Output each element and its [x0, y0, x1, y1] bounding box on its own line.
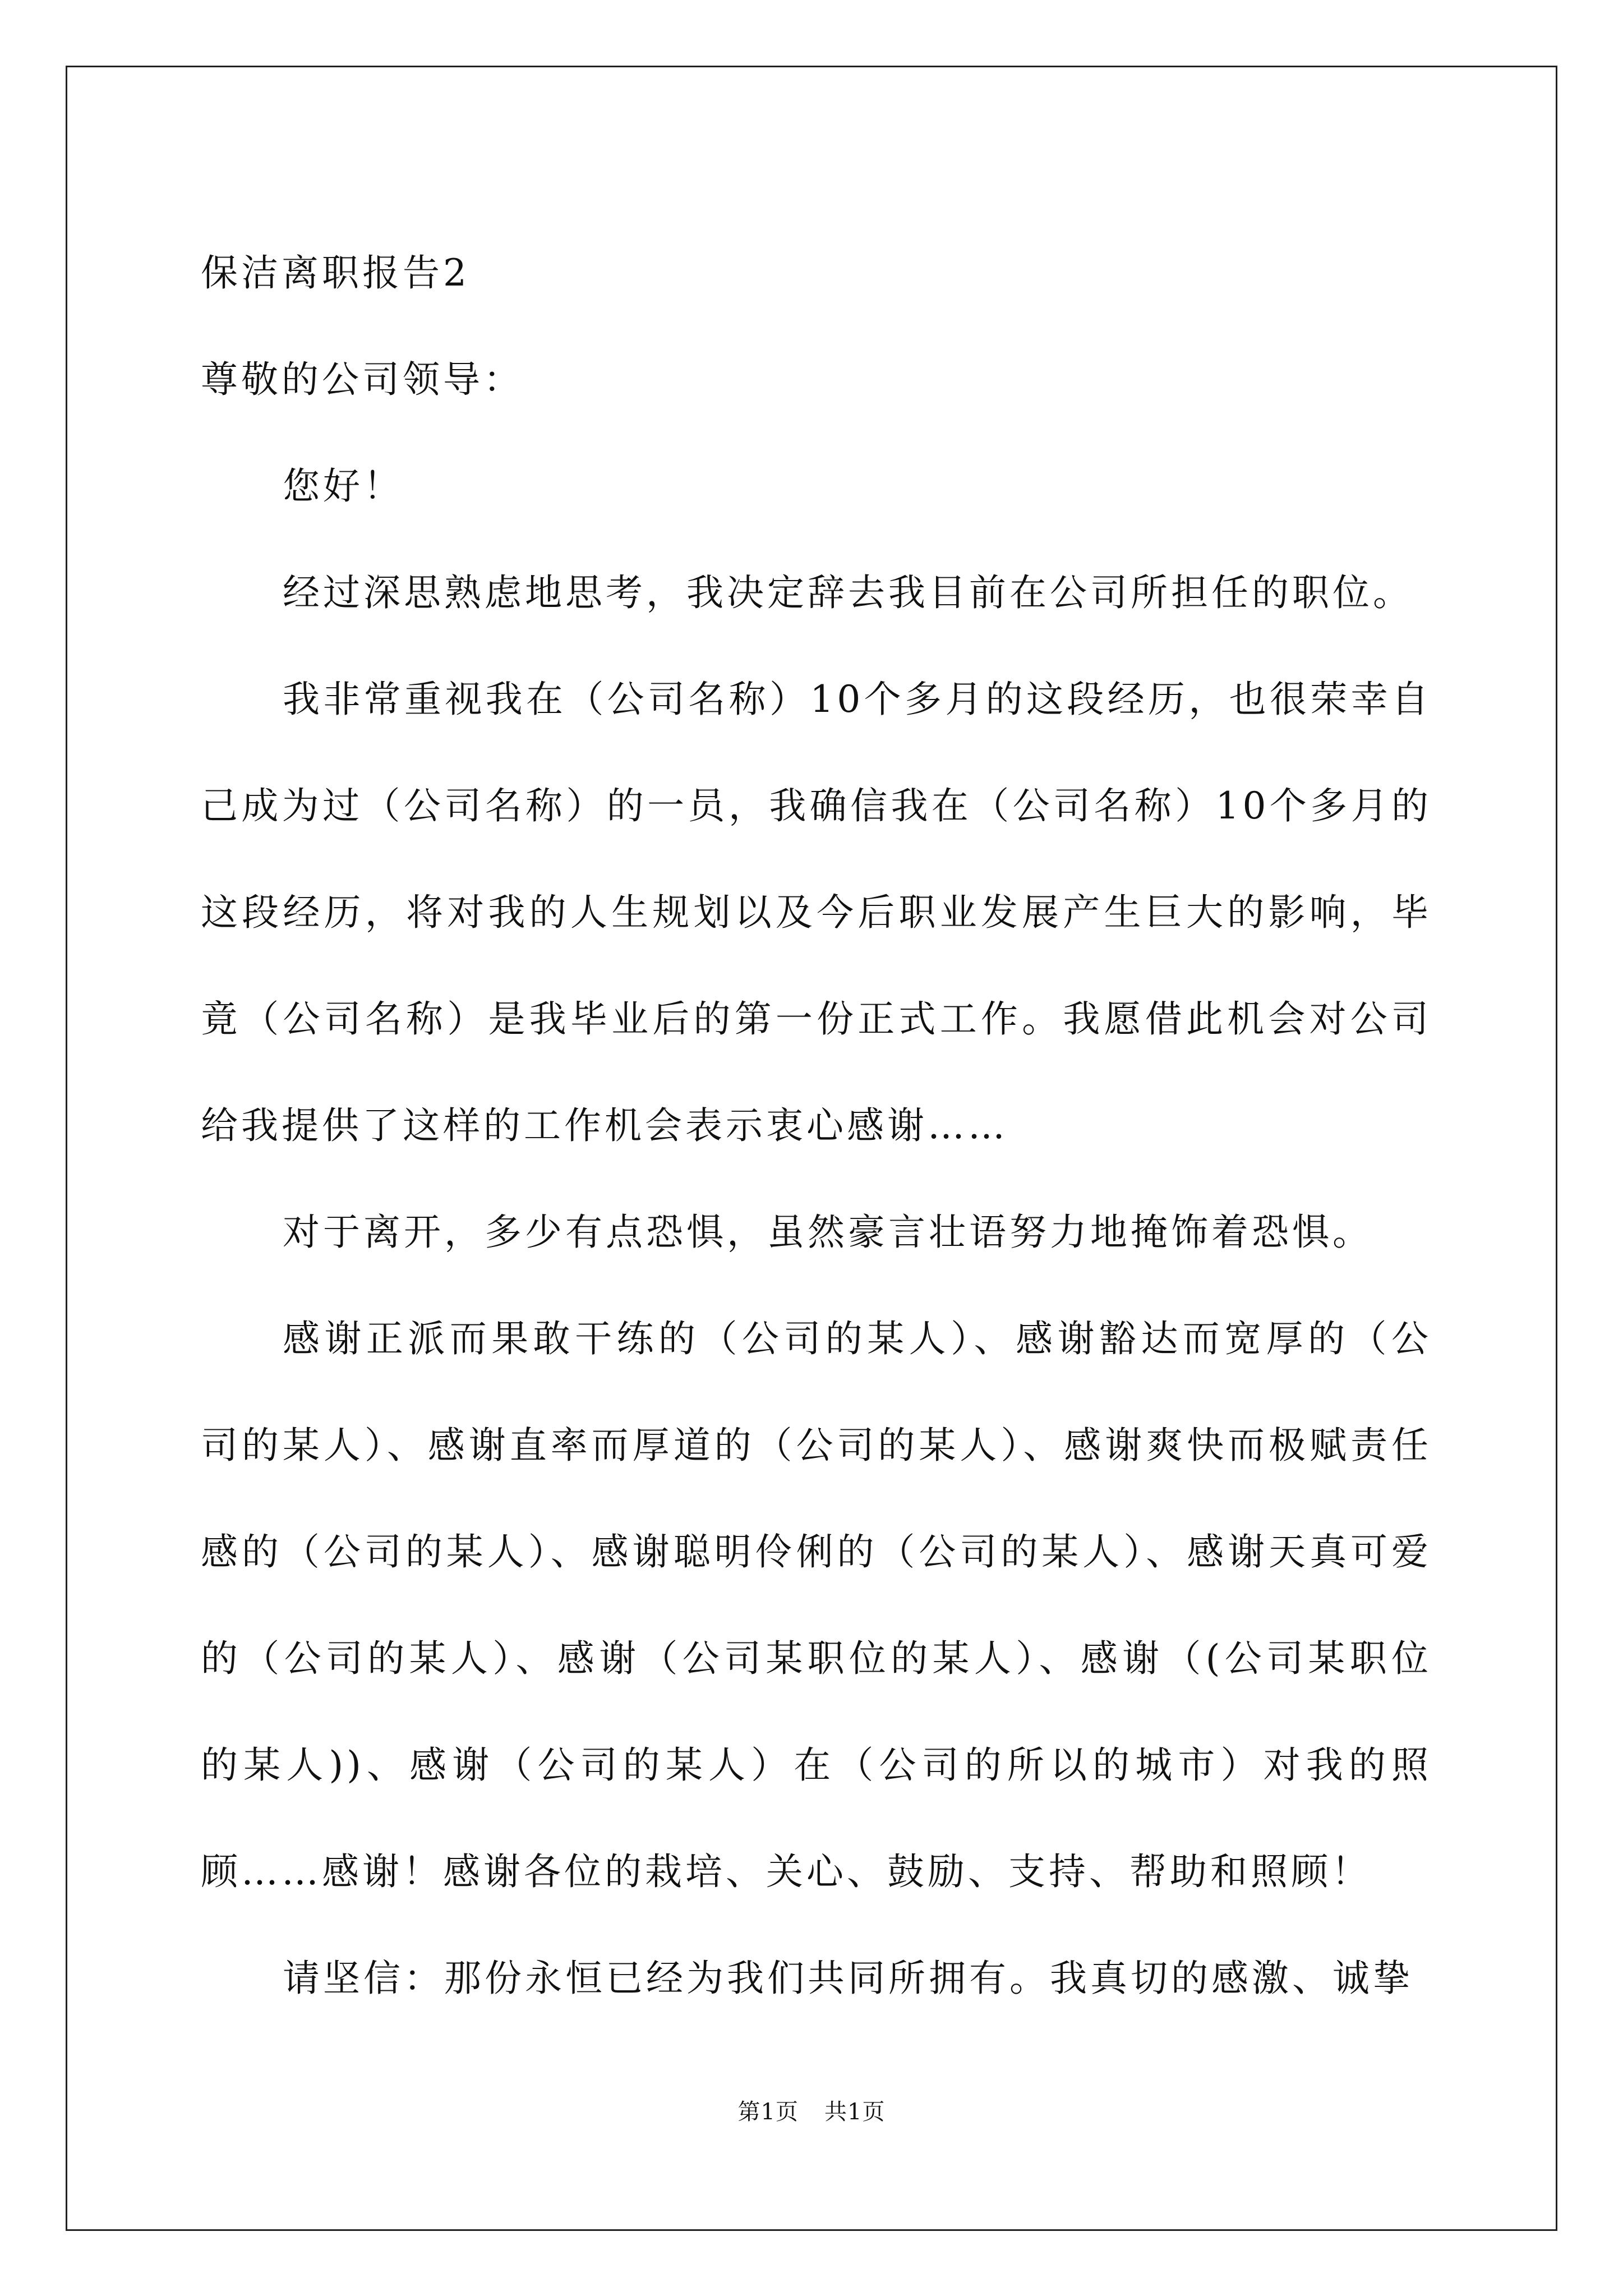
page-number: 第1页 [737, 2099, 799, 2125]
document-body [201, 220, 1432, 2032]
paragraph-thanks: 感谢正派而果敢干练的（公司的某人）、感谢豁达而宽厚的（公司的某人）、感谢直率而厚道的（公司的某人）、感谢爽快而极赋责任感的（公司的某人）、感谢聪明伶俐的（公司的某人）、感谢天真可爱的（公司的某人）、感谢（公司某职位的某人）、感谢（(公司某职位的某人))、感谢（公司的某人）在（公司的所以的城市）对我的照顾……感谢！感谢各位的栽培、关心、鼓励、支持、帮助和照顾！ [201, 1317, 1432, 1893]
salutation: 尊敬的公司领导： [201, 358, 524, 401]
paragraph-belief: 请坚信：那份永恒已经为我们共同所拥有。我真切的感激、诚挚 [283, 1957, 1413, 2000]
page-total: 共1页 [824, 2099, 886, 2125]
paragraph-greeting: 您好！ [283, 464, 404, 508]
paragraph-leaving: 对于离开，多少有点恐惧，虽然豪言壮语努力地掩饰着恐惧。 [283, 1211, 1373, 1254]
document-title: 保洁离职报告2 [201, 251, 470, 295]
page-footer [0, 2095, 1623, 2129]
paragraph-decision: 经过深思熟虑地思考，我决定辞去我目前在公司所担任的职位。 [283, 571, 1413, 614]
paragraph-experience: 我非常重视我在（公司名称）10个多月的这段经历，也很荣幸自己成为过（公司名称）的一员，我确信我在（公司名称）10个多月的这段经历，将对我的人生规划以及今后职业发展产生巨大的影响，毕竟（公司名称）是我毕业后的第一份正式工作。我愿借此机会对公司给我提供了这样的工作机会表示衷心感谢…… [201, 678, 1432, 1147]
